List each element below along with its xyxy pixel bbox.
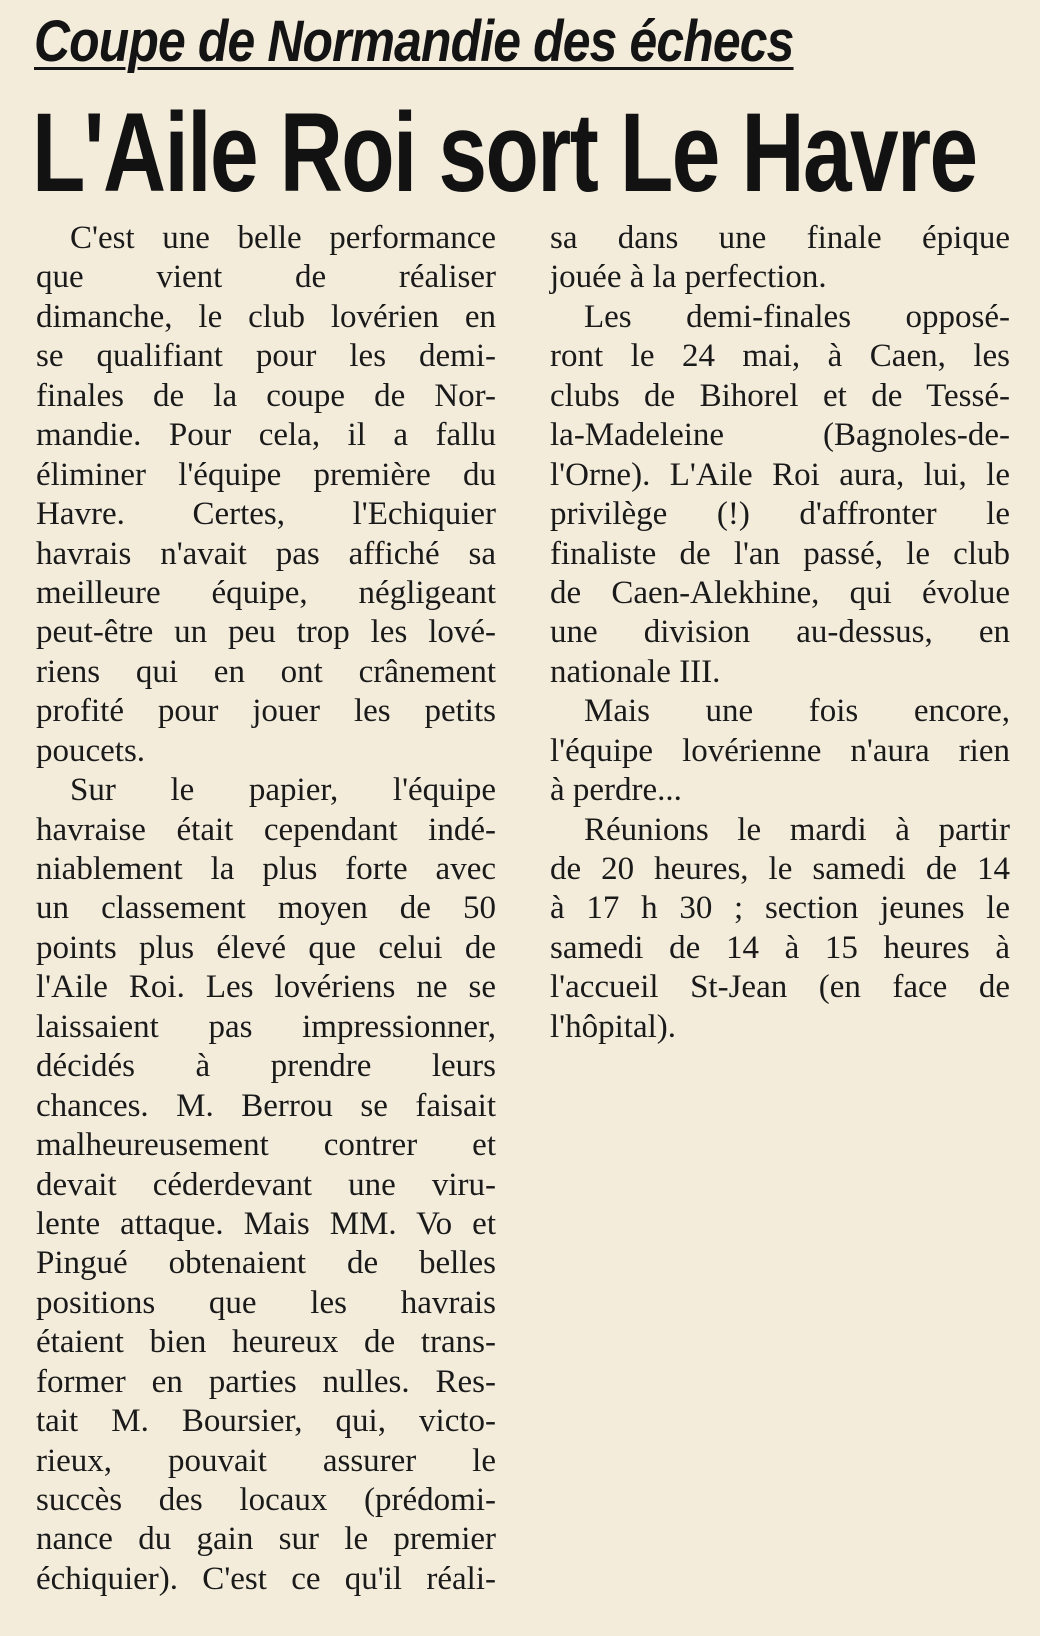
text-line: jouée à la perfection.	[550, 259, 827, 296]
text-line: lente attaque. Mais MM. Vo et	[36, 1205, 496, 1242]
text-line: tait M. Boursier, qui, victo-	[36, 1403, 496, 1440]
article-column-right	[550, 219, 1010, 1047]
text-line: échiquier). C'est ce qu'il réali-	[36, 1560, 496, 1597]
text-line: clubs de Bihorel et de Tessé-	[550, 377, 1010, 414]
text-line: se qualifiant pour les demi-	[36, 338, 496, 375]
text-line: décidés à prendre leurs	[36, 1048, 496, 1085]
text-line: former en parties nulles. Res-	[36, 1363, 496, 1400]
text-line: samedi de 14 à 15 heures à	[550, 929, 1010, 966]
text-line: Havre. Certes, l'Echiquier	[36, 496, 496, 533]
text-line: de 20 heures, le samedi de 14	[550, 851, 1010, 887]
article-headline: L'Aile Roi sort Le Havre	[32, 90, 977, 215]
text-line: sa dans une finale épique	[550, 220, 1010, 256]
text-line: profité pour jouer les petits	[36, 693, 496, 730]
article-column-left	[36, 219, 496, 1599]
text-line: Réunions le mardi à partir	[584, 811, 1010, 848]
text-line: l'Orne). L'Aile Roi aura, lui, le	[550, 456, 1010, 493]
text-line: Les demi-finales opposé-	[584, 298, 1010, 335]
text-line: niablement la plus forte avec	[36, 851, 496, 887]
text-line: riens qui en ont crânement	[36, 653, 496, 690]
text-line: laissaient pas impressionner,	[36, 1008, 496, 1045]
text-line: malheureusement contrer et	[36, 1127, 496, 1164]
text-line: havrais n'avait pas affiché sa	[36, 535, 496, 572]
text-line: nance du gain sur le premier	[36, 1521, 496, 1558]
text-line: finaliste de l'an passé, le club	[550, 535, 1010, 572]
text-line: succès des locaux (prédomi-	[36, 1482, 496, 1518]
text-line: la-Madeleine (Bagnoles-de-	[550, 417, 1010, 454]
text-line: peut-être un peu trop les lové-	[36, 614, 496, 651]
text-line: points plus élevé que celui de	[36, 929, 496, 966]
text-line: rieux, pouvait assurer le	[36, 1442, 496, 1479]
text-line: Mais une fois encore,	[584, 693, 1010, 730]
text-line: une division au-dessus, en	[550, 614, 1010, 651]
text-line: dimanche, le club lovérien en	[36, 298, 496, 335]
text-line: à 17 h 30 ; section jeunes le	[550, 890, 1010, 927]
text-line: privilège (!) d'affronter le	[550, 496, 1010, 533]
text-line: chances. M. Berrou se faisait	[36, 1087, 496, 1124]
text-line: l'équipe lovérienne n'aura rien	[550, 732, 1010, 769]
text-line: l'Aile Roi. Les lovériens ne se	[36, 969, 496, 1006]
text-line: ront le 24 mai, à Caen, les	[550, 338, 1010, 375]
text-line: l'hôpital).	[550, 1008, 677, 1045]
text-line: de Caen-Alekhine, qui évolue	[550, 574, 1010, 611]
text-line: à perdre...	[550, 772, 682, 809]
article-kicker: Coupe de Normandie des échecs	[34, 9, 794, 74]
text-line: positions que les havrais	[36, 1284, 496, 1321]
text-line: nationale III.	[550, 653, 721, 690]
text-line: mandie. Pour cela, il a fallu	[36, 417, 496, 454]
text-line: finales de la coupe de Nor-	[36, 377, 496, 414]
text-line: Pingué obtenaient de belles	[36, 1245, 496, 1282]
text-line: poucets.	[36, 732, 146, 769]
text-line: étaient bien heureux de trans-	[36, 1324, 496, 1361]
text-line: devait céderdevant une viru-	[36, 1166, 496, 1203]
text-line: que vient de réaliser	[36, 259, 496, 296]
text-line: Sur le papier, l'équipe	[70, 772, 496, 809]
text-line: meilleure équipe, négligeant	[36, 574, 496, 611]
text-line: l'accueil St-Jean (en face de	[550, 969, 1010, 1006]
text-line: éliminer l'équipe première du	[36, 456, 496, 493]
text-line: C'est une belle performance	[70, 220, 496, 256]
text-line: havraise était cependant indé-	[36, 811, 496, 848]
text-line: un classement moyen de 50	[36, 890, 496, 927]
